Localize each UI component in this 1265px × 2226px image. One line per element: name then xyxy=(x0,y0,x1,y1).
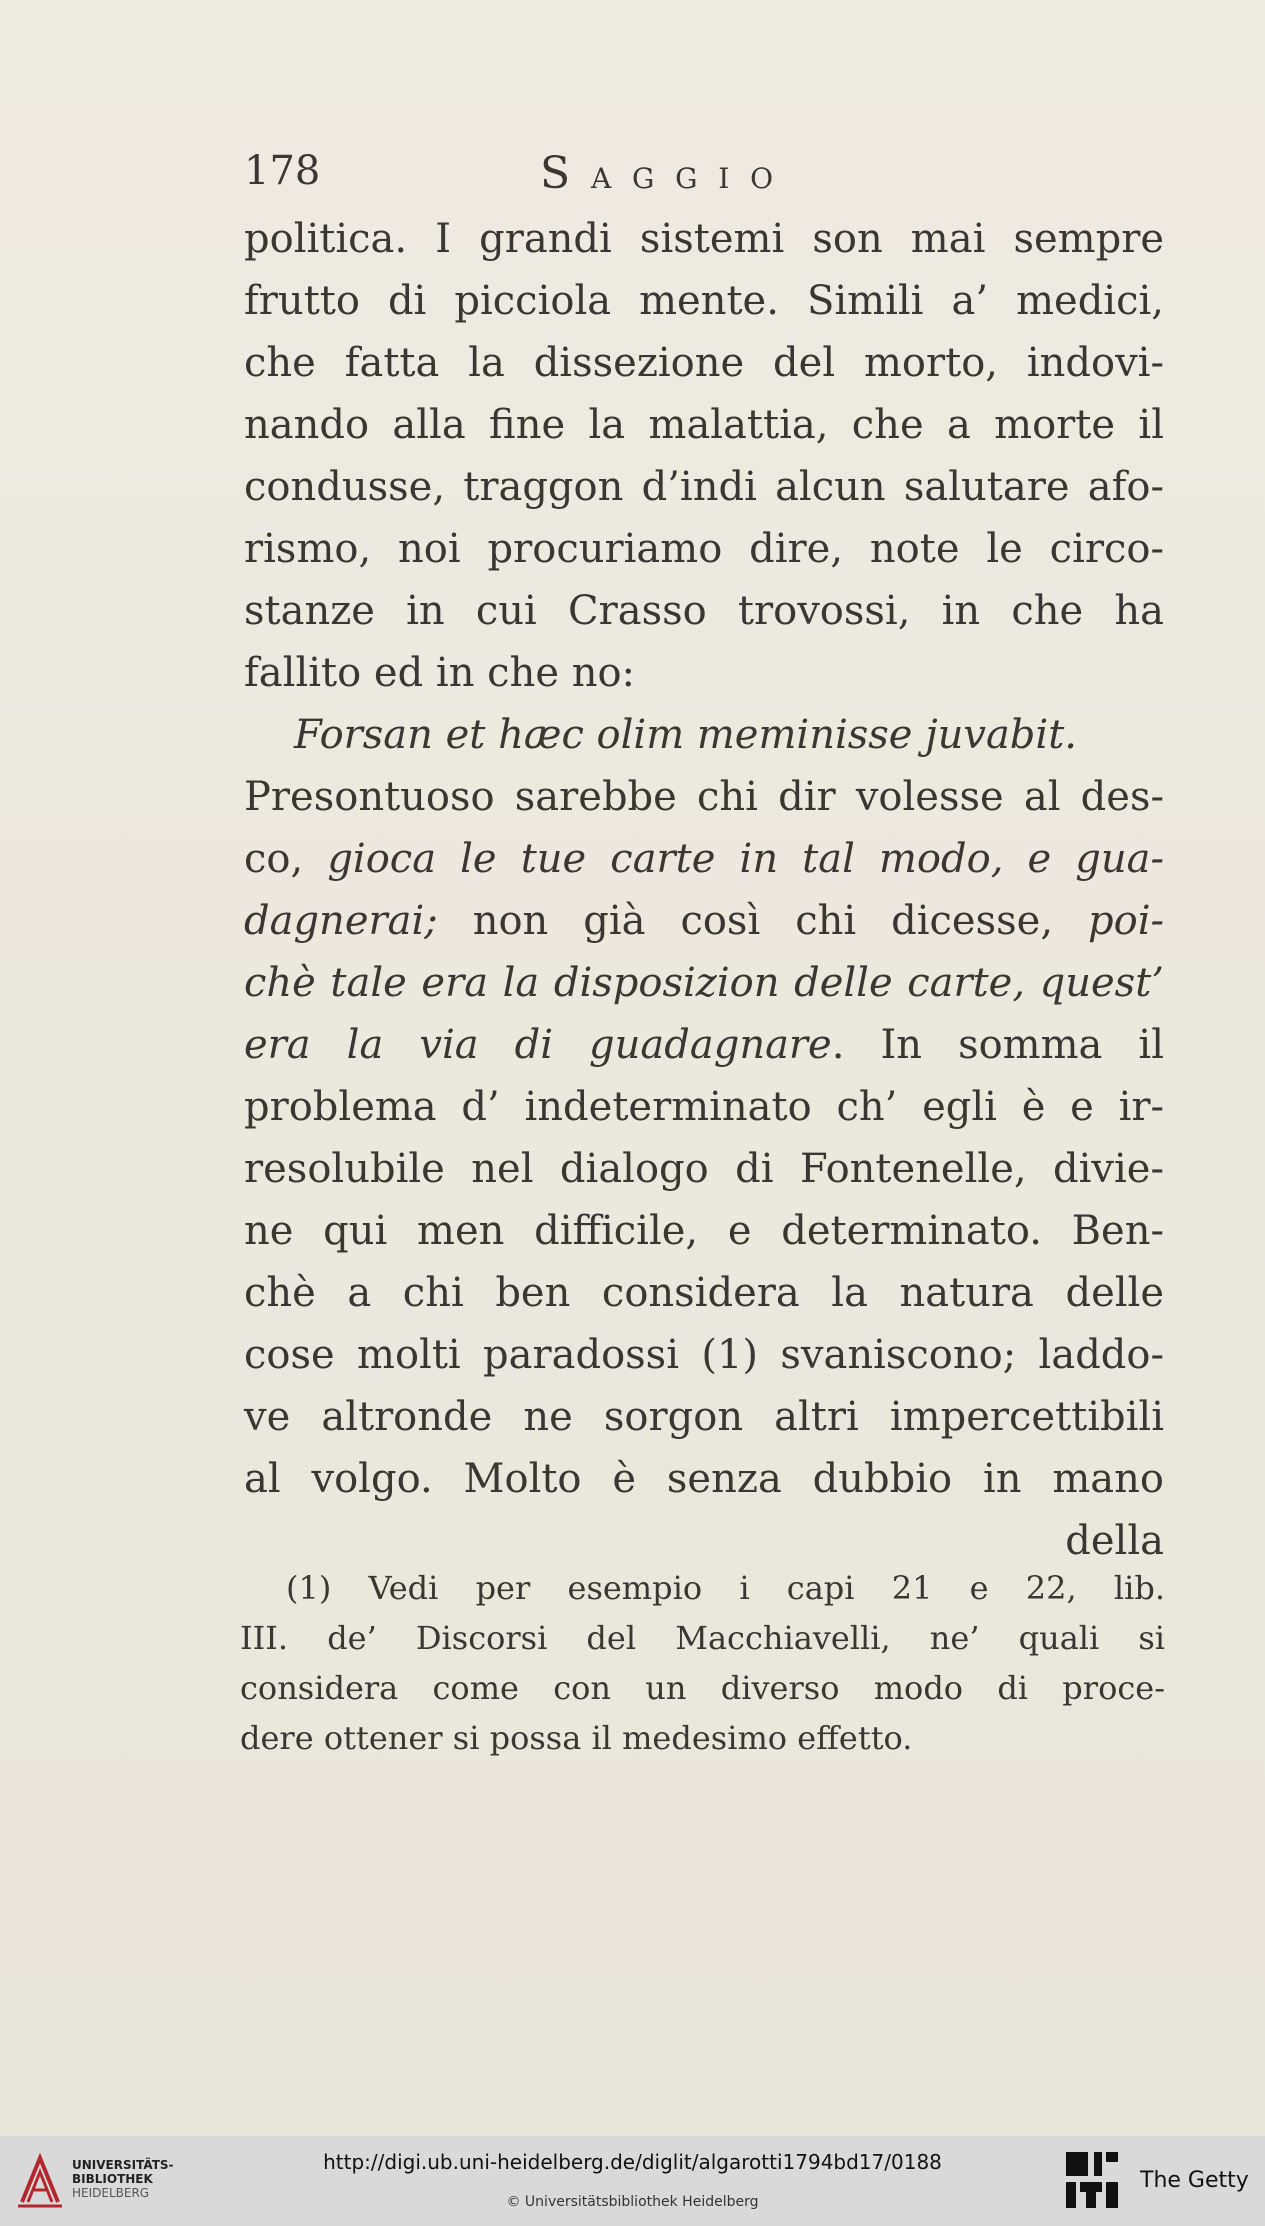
text-italic: poi- xyxy=(1088,898,1164,944)
text-line: fallito ed in che no: xyxy=(244,650,636,696)
text-line: Presontuoso sarebbe chi dir volesse al des- xyxy=(244,774,1164,820)
running-title-initial: S xyxy=(540,148,591,199)
text-line: cose molti paradossi (1) svaniscono; laddo- xyxy=(244,1332,1164,1378)
footnote-line: (1) Vedi per esempio i capi 21 e 22, lib. xyxy=(286,1569,1165,1607)
running-title-rest: AGGIO xyxy=(590,162,794,195)
footnote xyxy=(240,1563,1165,1763)
permalink-url[interactable]: http://digi.ub.uni-heidelberg.de/diglit/algarotti1794bd17/0188 xyxy=(323,2150,942,2174)
text-line: al volgo. Molto è senza dubbio in mano xyxy=(244,1456,1164,1502)
running-title xyxy=(540,148,794,199)
footnote-line: dere ottener si possa il medesimo effetto. xyxy=(240,1719,913,1757)
getty-logo-icon[interactable] xyxy=(1064,2150,1120,2212)
text-line: frutto di picciola mente. Simili a’ medici, xyxy=(244,278,1164,324)
footnote-line: III. de’ Discorsi del Macchiavelli, ne’ quali si xyxy=(240,1619,1165,1657)
text-italic: era la via di guadagnare xyxy=(244,1022,832,1068)
library-name-line: BIBLIOTHEK xyxy=(72,2172,153,2186)
text-line xyxy=(244,828,1164,890)
latin-quote: Forsan et hæc olim meminisse juvabit. xyxy=(294,712,1077,758)
catchword: della xyxy=(1065,1518,1164,1564)
text-roman: . In somma il xyxy=(831,1022,1165,1068)
page-number: 178 xyxy=(244,148,321,194)
footnote-line: considera come con un diverso modo di proce- xyxy=(240,1669,1165,1707)
text-roman: non già così chi dicesse, xyxy=(437,898,1088,944)
text-line: condusse, traggon d’indi alcun salutare afo- xyxy=(244,464,1164,510)
text-roman: co, xyxy=(244,836,328,882)
text-line: chè a chi ben considera la natura delle xyxy=(244,1270,1164,1316)
copyright-notice: © Universitätsbibliothek Heidelberg xyxy=(506,2194,759,2210)
text-line: rismo, noi procuriamo dire, note le circo- xyxy=(244,526,1164,572)
text-line: politica. I grandi sistemi son mai sempre xyxy=(244,216,1164,262)
text-line: problema d’ indeterminato ch’ egli è e ir- xyxy=(244,1084,1164,1130)
text-line: stanze in cui Crasso trovossi, in che ha xyxy=(244,588,1164,634)
main-text xyxy=(244,208,1164,1572)
text-line xyxy=(244,890,1164,952)
text-line: chè tale era la disposizion delle carte, quest’ xyxy=(244,960,1164,1006)
page-header xyxy=(244,148,1164,208)
partner-name: The Getty xyxy=(1140,2168,1249,2193)
text-line: ve altronde ne sorgon altri impercettibili xyxy=(244,1394,1164,1440)
text-line: ne qui men difficile, e determinato. Ben- xyxy=(244,1208,1164,1254)
text-line: che fatta la dissezione del morto, indovi- xyxy=(244,340,1164,386)
text-line: resolubile nel dialogo di Fontenelle, divie- xyxy=(244,1146,1164,1192)
text-line: nando alla fine la malattia, che a morte il xyxy=(244,402,1164,448)
library-name-line: UNIVERSITÄTS- xyxy=(72,2158,174,2172)
text-italic: gioca le tue carte in tal modo, e gua- xyxy=(327,836,1165,882)
footer-bar xyxy=(0,2136,1265,2226)
text-line xyxy=(244,1014,1164,1076)
text-italic: dagnerai; xyxy=(244,898,438,944)
library-name-line: HEIDELBERG xyxy=(72,2186,150,2200)
